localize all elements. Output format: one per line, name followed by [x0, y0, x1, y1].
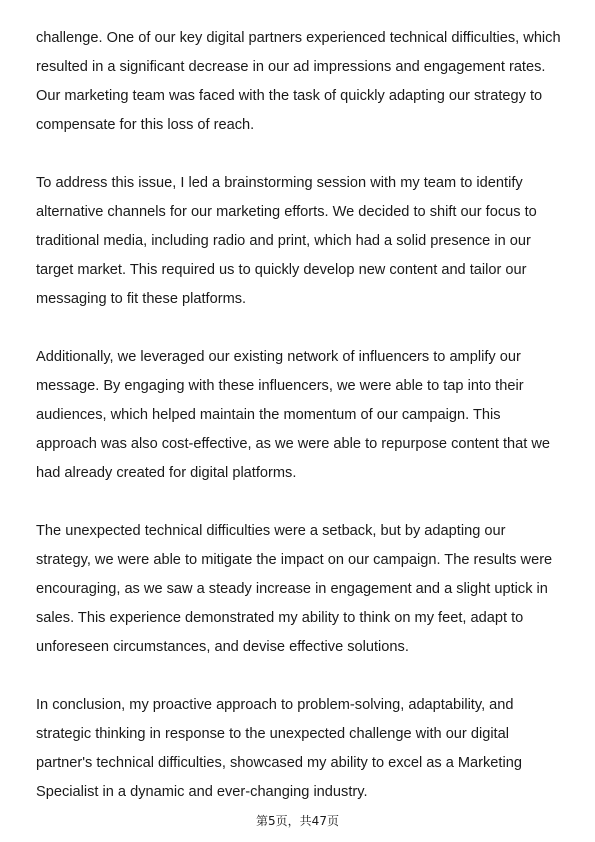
page-number: 第5页，共47页	[256, 814, 339, 828]
paragraph-1: challenge. One of our key digital partners experienced technical difficulties, which resulted in a significant decrease in our ad impressions and engagement rates. Our marketing team was faced with the task of quickly adapting our strategy to compensate for this loss of reach.	[36, 30, 561, 133]
paragraph-3: Additionally, we leveraged our existing network of influencers to amplify our message. By engaging with these influencers, we were able to tap into their audiences, which helped maintain the momentum of our campaign. This approach was also cost-effective, as we were able to repurpose content that we had already created for digital platforms.	[36, 349, 551, 481]
paragraph-5: In conclusion, my proactive approach to problem-solving, adaptability, and strategic thinking in response to the unexpected challenge with our digital partner's technical difficulties, showcased my ability to excel as a Marketing Specialist in a dynamic and ever-changing industry.	[36, 697, 522, 800]
paragraph-4: The unexpected technical difficulties were a setback, but by adapting our strategy, we were able to mitigate the impact on our campaign. The results were encouraging, as we saw a steady increase in engagement and a slight uptick in sales. This experience demonstrated my ability to think on my feet, adapt to unforeseen circumstances, and devise effective solutions.	[36, 523, 553, 655]
paragraph-2: To address this issue, I led a brainstorming session with my team to identify alternative channels for our marketing efforts. We decided to shift our focus to traditional media, including radio and print, which had a solid presence in our target market. This required us to quickly develop new content and tailor our messaging to fit these platforms.	[36, 175, 537, 307]
document-body	[36, 24, 564, 807]
